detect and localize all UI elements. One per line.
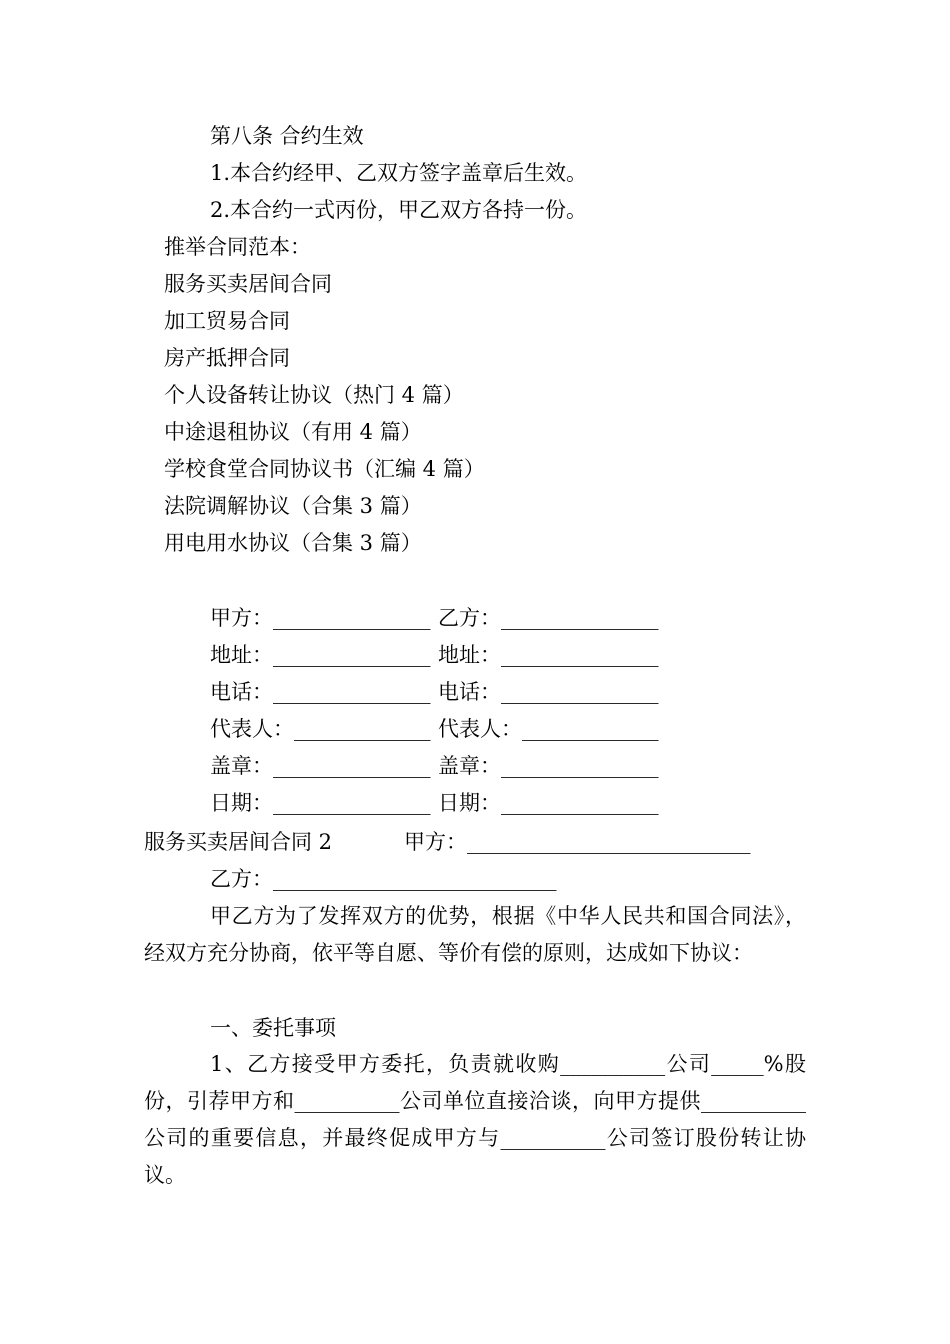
recommend-link-1[interactable]: 服务买卖居间合同 (164, 272, 332, 296)
recommend-link-2[interactable]: 加工贸易合同 (164, 309, 290, 333)
representative-a-field: 代表人：_____________ (210, 717, 431, 741)
contract-2-intro: 甲乙方为了发挥双方的优势，根据《中华人民共和国合同法》，经双方充分协商，依平等自愿、等价有偿的原则，达成如下协议： (144, 904, 806, 965)
address-b-field: 地址：_______________ (438, 643, 659, 667)
date-b-field: 日期：_______________ (438, 791, 659, 815)
seal-a-field: 盖章：_______________ (210, 754, 431, 778)
section-1-heading: 一、委托事项 (210, 1016, 336, 1040)
contract-2-party-b: 乙方：___________________________ (210, 867, 557, 891)
contract-2-party-a: 甲方：___________________________ (404, 830, 751, 854)
recommend-title: 推举合同范本： (164, 235, 311, 259)
recommend-link-8[interactable]: 用电用水协议（合集 3 篇） (164, 531, 422, 555)
recommend-link-6[interactable]: 学校食堂合同协议书（汇编 4 篇） (164, 457, 485, 481)
recommend-link-3[interactable]: 房产抵押合同 (164, 346, 290, 370)
contract-2-title: 服务买卖居间合同 2 (144, 830, 333, 854)
recommend-link-4[interactable]: 个人设备转让协议（热门 4 篇） (164, 383, 464, 407)
phone-a-field: 电话：_______________ (210, 680, 431, 704)
recommend-link-7[interactable]: 法院调解协议（合集 3 篇） (164, 494, 422, 518)
address-a-field: 地址：_______________ (210, 643, 431, 667)
representative-b-field: 代表人：_____________ (438, 717, 659, 741)
clause-1: 1、乙方接受甲方委托，负责就收购__________公司_____%股份，引荐甲方和__________公司单位直接洽谈，向甲方提供__________公司的重要信息，并最终促成甲方与__________公司签订股份转让协议。 (144, 1052, 806, 1187)
recommend-link-5[interactable]: 中途退租协议（有用 4 篇） (164, 420, 422, 444)
party-b-field: 乙方：_______________ (438, 606, 659, 630)
seal-b-field: 盖章：_______________ (438, 754, 659, 778)
date-a-field: 日期：_______________ (210, 791, 431, 815)
article-8-item-2: 2.本合约一式丙份，甲乙双方各持一份。 (210, 198, 588, 222)
article-8-heading: 第八条 合约生效 (210, 124, 364, 148)
phone-b-field: 电话：_______________ (438, 680, 659, 704)
party-a-field: 甲方：_______________ (210, 606, 431, 630)
article-8-item-1: 1.本合约经甲、乙双方签字盖章后生效。 (210, 161, 588, 185)
